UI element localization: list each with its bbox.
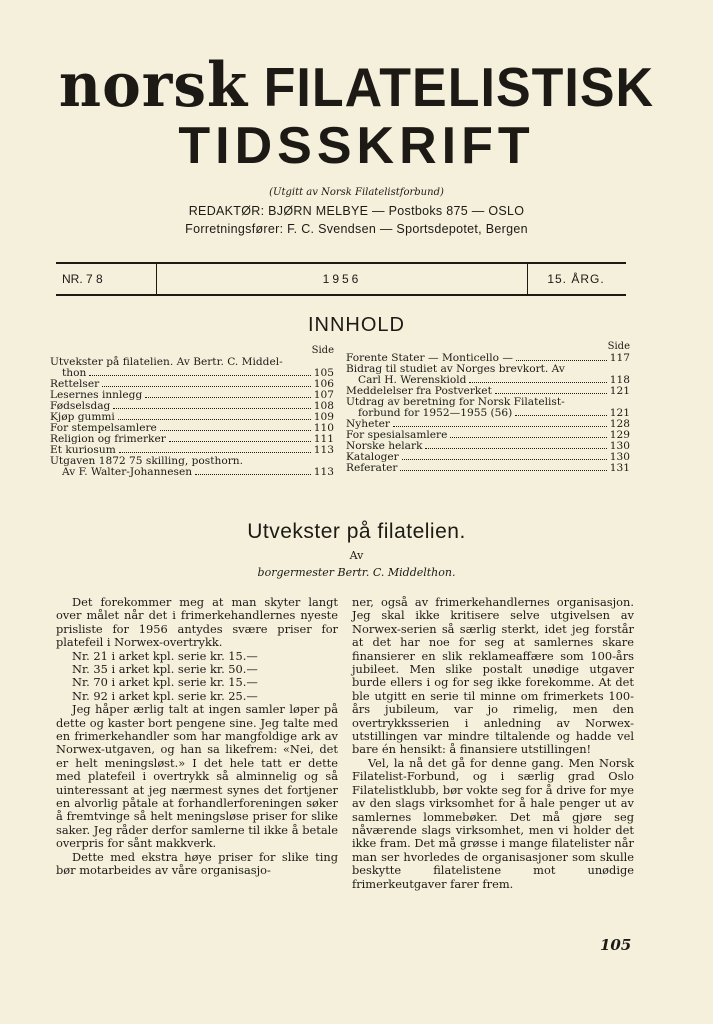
toc-side-label: Side: [311, 345, 334, 356]
toc-leader: [119, 452, 311, 453]
toc-entry-title: Lesernes innlegg: [50, 389, 143, 401]
article-paragraph: Det forekommer meg at man skyter langt over målet når det i frimerkehandlernes nyeste prisliste for 1956 antydes svære priser for platefeil i Norwex-overtrykk.: [56, 595, 338, 650]
toc-entry-title: Religion og frimerker: [50, 433, 166, 445]
toc-entry-title: Et kuriosum: [50, 444, 116, 456]
toc-entry-title-cont: forbund for 1952—1955 (56): [358, 407, 513, 419]
toc-entry-page: 130: [609, 451, 630, 463]
toc-leader: [425, 448, 606, 449]
price-list: [56, 650, 338, 704]
toc-entry-title: For spesialsamlere: [346, 429, 448, 441]
toc-entry-page: 106: [313, 378, 334, 390]
toc-entry-title: Forente Stater — Monticello —: [346, 352, 513, 364]
toc-entry-page: 113: [313, 444, 334, 456]
toc-leader: [400, 470, 606, 471]
toc-entry-title: Rettelser: [50, 378, 100, 390]
price-list-item: Nr. 92 i arket kpl. serie kr. 25.—: [72, 688, 258, 703]
toc-side-label: Side: [607, 341, 630, 352]
article-paragraph: Dette med ekstra høye priser for slike ting bør motarbeides av våre organisasjo-: [56, 849, 338, 878]
toc-entry-page: 117: [609, 352, 630, 364]
toc-entry-page: 121: [609, 385, 630, 397]
toc-entry-continuation: [50, 467, 334, 478]
toc-entry-title: Meddelelser fra Postverket: [346, 385, 492, 397]
toc-entry-page: 109: [313, 411, 334, 423]
article-paragraph: Jeg håper ærlig talt at ingen samler løper på dette og kaster bort pengene sine. Jeg talte med en frimerkehandler som har mangfoldige ark av Norwex-utgaven, og han sa likefrem: «Nei, det er helt meningsløst.» I det hele tatt er dette med platefeil i overtrykk så alminnelig og så uinteressant at jeg nærmest synes det fortjener en alvorlig påtale at forhandlerforeningen søker å fremtvinge så helt meningsløse priser for slike saker. Jeg råder derfor samlerne til ikke å betale overpris for sånt makkverk.: [56, 702, 338, 851]
toc-entry-page: 131: [609, 462, 630, 474]
toc-entry-title: Utvekster på filatelien. Av Bertr. C. Middel-: [50, 356, 283, 368]
toc-leader: [89, 375, 310, 376]
toc-leader: [450, 437, 606, 438]
toc-entry: [346, 463, 630, 474]
toc-entry-title-cont: Av F. Walter-Johannesen: [62, 466, 193, 478]
article-author: borgermester Bertr. C. Middelthon.: [257, 566, 456, 579]
manager-line: Forretningsfører: F. C. Svendsen — Sportsdepotet, Bergen: [185, 222, 528, 236]
toc-leader: [515, 415, 606, 416]
toc-leader: [113, 408, 310, 409]
toc-leader: [145, 397, 311, 398]
journal-title-line1: [0, 49, 713, 121]
article-paragraph: Vel, la nå det gå for denne gang. Men Norsk Filatelist-Forbund, og i særlig grad Oslo Filatelistklubb, bør vokte seg for å drive for mye av den slags virksomhet for å hale penger ut av samlernes lommebøker. Det må gjøre seg nåværende slags virksomhet, men vi holder det ikke fram. Det må grøsse i mange filatelister når man ser hvorledes de organisasjoner som skulle beskytte filatelistene mot unødige frimerkeutgaver farer frem.: [352, 755, 634, 891]
toc-leader: [516, 360, 607, 361]
toc-leader: [402, 459, 607, 460]
toc-entry-title: Utdrag av beretning for Norsk Filatelist-: [346, 396, 565, 408]
toc-leader: [118, 419, 311, 420]
toc-right-column: [346, 340, 630, 474]
article-title: Utvekster på filatelien.: [247, 520, 466, 543]
toc-entry-page: 108: [313, 400, 334, 412]
editor-line: REDAKTØR: BJØRN MELBYE — Postboks 875 — OSLO: [188, 204, 525, 218]
toc-entry-title: Utgaven 1872 75 skilling, posthorn.: [50, 455, 243, 467]
page-number: 105: [600, 936, 632, 954]
journal-title-line2: TIDSSKRIFT: [178, 117, 535, 175]
issue-bar: [56, 262, 626, 296]
issue-year: 1956: [156, 264, 528, 294]
title-norsk: norsk: [58, 49, 249, 121]
issue-volume: 15. ÅRG.: [547, 272, 605, 286]
toc-entry-page: 128: [609, 418, 630, 430]
toc-entry-title: Fødselsdag: [50, 400, 111, 412]
price-list-item: Nr. 21 i arket kpl. serie kr. 15.—: [72, 648, 258, 663]
toc-entry-page: 107: [313, 389, 334, 401]
toc-entry-page: 105: [313, 367, 334, 379]
article-paragraph: ner, også av frimerkehandlernes organisasjon. Jeg skal ikke kritisere selve utgivelsen av Norwex-serien så særlig sterkt, idet jeg forstår at det har noe for seg at samlernes skare finansierer en slik reklameaffære som 100-års jubileet. Men slike postalt unødige utgaver burde ellers i og for seg ikke forekomme. At det ble utgitt en serie til minne om frimerkets 100-års jubileum, var jo rimelig, men den overtrykksserien i anledning av Norwex-utstillingen var mindre tiltalende og hadde vel bare én hensikt: å finansiere utstillingen!: [352, 595, 634, 757]
toc-entry-title: For stempelsamlere: [50, 422, 157, 434]
toc-entry-title: Kataloger: [346, 451, 399, 463]
toc-leader: [469, 382, 606, 383]
toc-entry-title-cont: thon: [62, 367, 87, 379]
toc-leader: [169, 441, 311, 442]
toc-entry-page: 118: [609, 374, 630, 386]
toc-heading: INNHOLD: [307, 314, 405, 336]
toc-leader: [393, 426, 607, 427]
toc-entry-title: Nyheter: [346, 418, 390, 430]
toc-leader: [102, 386, 311, 387]
toc-entry-title: Referater: [346, 462, 398, 474]
toc-left-column: [50, 344, 334, 478]
toc-entry-title: Bidrag til studiet av Norges brevkort. Av: [346, 363, 565, 375]
toc-entry-page: 130: [609, 440, 630, 452]
issue-number: NR. 7 8: [62, 272, 103, 286]
price-list-item: Nr. 70 i arket kpl. serie kr. 15.—: [72, 675, 258, 690]
toc-leader: [160, 430, 311, 431]
toc-leader: [195, 474, 311, 475]
article-column-right: [352, 596, 634, 891]
toc-entry-title-cont: Carl H. Werenskiold: [358, 374, 467, 386]
toc-entry: [50, 357, 334, 368]
toc-entry-page: 121: [609, 407, 630, 419]
publisher-subtitle: (Utgitt av Norsk Filatelistforbund): [269, 187, 444, 198]
masthead: [0, 49, 713, 236]
toc-leader: [495, 393, 607, 394]
toc-entry-title: Kjøp gummi: [50, 411, 115, 423]
article-column-left: [56, 596, 338, 877]
toc-entry-title: Norske helark: [346, 440, 423, 452]
toc-entry-page: 113: [313, 466, 334, 478]
title-filatelistisk: FILATELISTISK: [248, 57, 655, 119]
article-by: Av: [349, 549, 364, 562]
toc-entry-page: 111: [313, 433, 334, 445]
price-list-item: Nr. 35 i arket kpl. serie kr. 50.—: [72, 662, 258, 677]
toc-entry-page: 110: [313, 422, 334, 434]
toc-entry-page: 129: [609, 429, 630, 441]
